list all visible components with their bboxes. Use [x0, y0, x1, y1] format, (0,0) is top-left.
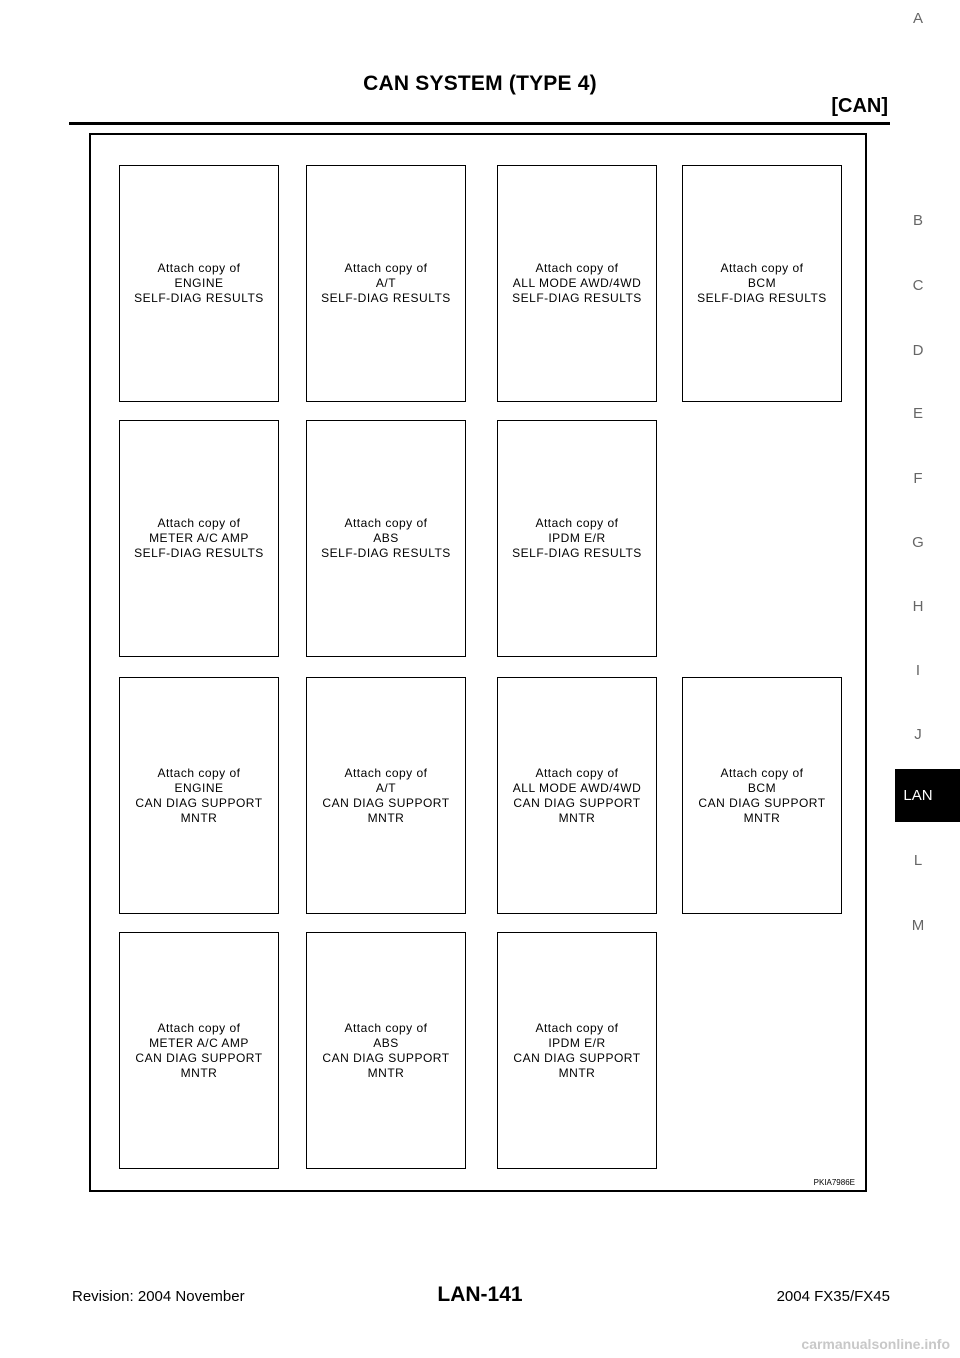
- attach-copy-box: [306, 420, 466, 657]
- attach-copy-line: ALL MODE AWD/4WD: [512, 780, 642, 795]
- header-rule: [69, 122, 890, 125]
- attach-copy-line: Attach copy of: [535, 516, 619, 530]
- attach-copy-line: ABS: [373, 531, 399, 545]
- attach-copy-line: MNTR: [558, 810, 596, 825]
- sidebar-letter[interactable]: I: [915, 662, 921, 679]
- attach-copy-line: MNTR: [180, 810, 218, 825]
- sidebar-letter[interactable]: A: [912, 10, 923, 27]
- attach-copy-box: [306, 932, 466, 1169]
- sidebar-letter[interactable]: D: [912, 342, 924, 359]
- attach-copy-box: [306, 165, 466, 402]
- attach-copy-line: IPDM E/R: [548, 1035, 606, 1050]
- attach-copy-line: Attach copy of: [535, 765, 619, 780]
- footer-model: 2004 FX35/FX45: [776, 1288, 890, 1305]
- attach-copy-line: SELF-DIAG RESULTS: [321, 546, 451, 560]
- attach-copy-line: Attach copy of: [535, 261, 619, 275]
- attach-copy-line: METER A/C AMP: [149, 531, 249, 545]
- attach-copy-line: A/T: [375, 276, 397, 290]
- watermark: carmanualsonline.info: [801, 1336, 950, 1352]
- attach-copy-box: [682, 165, 842, 402]
- attach-copy-line: ALL MODE AWD/4WD: [512, 276, 642, 290]
- attach-copy-line: CAN DIAG SUPPORT: [135, 1050, 263, 1065]
- sidebar-letter[interactable]: L: [913, 852, 923, 869]
- attach-copy-line: SELF-DIAG RESULTS: [697, 291, 827, 305]
- attach-copy-line: MNTR: [367, 810, 405, 825]
- attach-copy-box: [119, 677, 279, 914]
- attach-copy-line: Attach copy of: [720, 765, 804, 780]
- attach-copy-line: ENGINE: [174, 276, 224, 290]
- attach-copy-line: Attach copy of: [344, 765, 428, 780]
- footer-revision: Revision: 2004 November: [72, 1288, 245, 1305]
- figure-frame: [89, 133, 867, 1192]
- sidebar-letter[interactable]: G: [912, 534, 924, 551]
- section-tag: [CAN]: [831, 95, 888, 117]
- section-index-sidebar: [895, 0, 960, 1358]
- sidebar-letter[interactable]: F: [913, 470, 923, 487]
- attach-copy-line: Attach copy of: [157, 261, 241, 275]
- attach-copy-line: Attach copy of: [344, 516, 428, 530]
- attach-copy-line: CAN DIAG SUPPORT: [513, 1050, 641, 1065]
- sidebar-letter[interactable]: E: [912, 405, 923, 422]
- attach-copy-line: Attach copy of: [535, 1020, 619, 1035]
- attach-copy-line: MNTR: [180, 1065, 218, 1080]
- attach-copy-line: Attach copy of: [344, 1020, 428, 1035]
- attach-copy-box: [497, 165, 657, 402]
- attach-copy-line: METER A/C AMP: [149, 1035, 249, 1050]
- attach-copy-box: [497, 932, 657, 1169]
- attach-copy-box: [119, 165, 279, 402]
- footer-page-number: LAN-141: [437, 1283, 523, 1306]
- attach-copy-line: Attach copy of: [157, 765, 241, 780]
- attach-copy-line: SELF-DIAG RESULTS: [134, 546, 264, 560]
- attach-copy-line: ENGINE: [174, 780, 224, 795]
- attach-copy-line: CAN DIAG SUPPORT: [513, 795, 641, 810]
- attach-copy-line: CAN DIAG SUPPORT: [135, 795, 263, 810]
- attach-copy-line: MNTR: [743, 810, 781, 825]
- attach-copy-line: Attach copy of: [344, 261, 428, 275]
- sidebar-letter[interactable]: M: [911, 917, 925, 934]
- attach-copy-line: A/T: [375, 780, 397, 795]
- sidebar-letter[interactable]: H: [912, 598, 924, 615]
- attach-copy-box: [306, 677, 466, 914]
- attach-copy-line: IPDM E/R: [548, 531, 606, 545]
- attach-copy-line: SELF-DIAG RESULTS: [134, 291, 264, 305]
- attach-copy-box: [119, 420, 279, 657]
- attach-copy-line: BCM: [747, 780, 777, 795]
- attach-copy-box: [119, 932, 279, 1169]
- figure-id: PKIA7986E: [813, 1178, 855, 1187]
- sidebar-letter[interactable]: C: [912, 277, 924, 294]
- attach-copy-line: CAN DIAG SUPPORT: [322, 795, 450, 810]
- attach-copy-box: [497, 420, 657, 657]
- attach-copy-line: SELF-DIAG RESULTS: [512, 291, 642, 305]
- attach-copy-line: CAN DIAG SUPPORT: [698, 795, 826, 810]
- attach-copy-line: MNTR: [558, 1065, 596, 1080]
- attach-copy-box: [497, 677, 657, 914]
- attach-copy-line: CAN DIAG SUPPORT: [322, 1050, 450, 1065]
- attach-copy-line: ABS: [373, 1035, 399, 1050]
- attach-copy-line: Attach copy of: [720, 261, 804, 275]
- sidebar-active-tab[interactable]: [895, 769, 960, 822]
- attach-copy-line: Attach copy of: [157, 516, 241, 530]
- attach-copy-line: MNTR: [367, 1065, 405, 1080]
- attach-copy-box: [682, 677, 842, 914]
- sidebar-active-label: LAN: [903, 787, 933, 804]
- attach-copy-line: SELF-DIAG RESULTS: [321, 291, 451, 305]
- attach-copy-line: SELF-DIAG RESULTS: [512, 546, 642, 560]
- sidebar-letter[interactable]: B: [912, 212, 923, 229]
- sidebar-letter[interactable]: J: [914, 726, 922, 743]
- attach-copy-line: Attach copy of: [157, 1020, 241, 1035]
- page-title: CAN SYSTEM (TYPE 4): [363, 72, 597, 95]
- attach-copy-line: BCM: [747, 276, 777, 290]
